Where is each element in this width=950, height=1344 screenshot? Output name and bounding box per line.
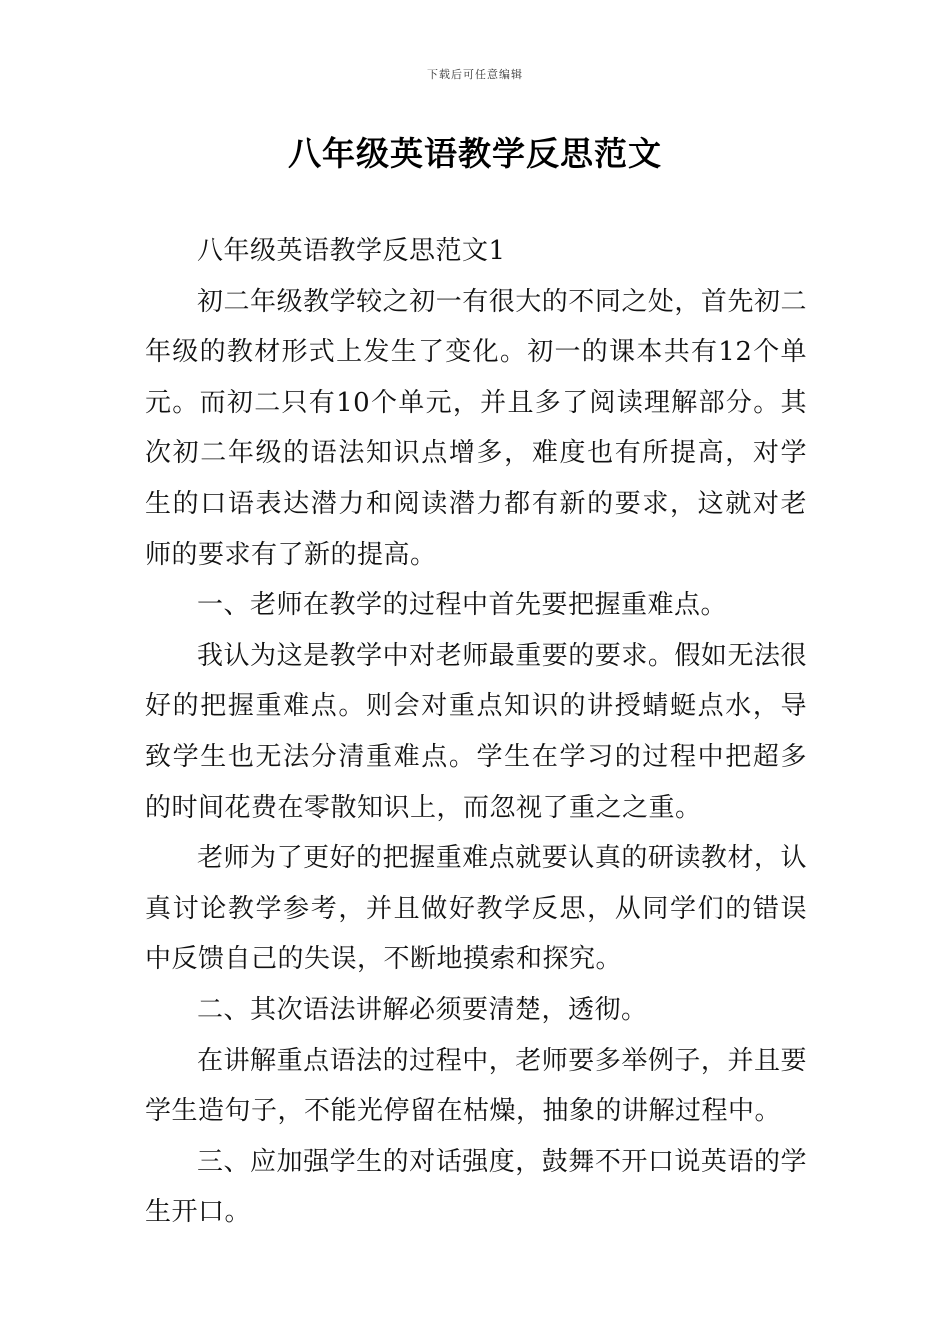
body-paragraph: 初二年级教学较之初一有很大的不同之处，首先初二年级的教材形式上发生了变化。初一的课本共有12个单元。而初二只有10个单元，并且多了阅读理解部分。其次初二年级的语法知识点增多，难度也有所提高，对学生的口语表达潜力和阅读潜力都有新的要求，这就对老师的要求有了新的提高。 — [145, 286, 807, 570]
header-note: 下载后可任意编辑 — [427, 68, 523, 81]
point-heading: 二、其次语法讲解必须要清楚，透彻。 — [197, 994, 648, 1025]
document-title: 八年级英语教学反思范文 — [288, 134, 662, 173]
point-heading: 三、应加强学生的对话强度，鼓舞不开口说英语的学生开口。 — [145, 1146, 807, 1228]
section-heading: 八年级英语教学反思范文1 — [197, 236, 506, 266]
body-paragraph: 老师为了更好的把握重难点就要认真的研读教材，认真讨论教学参考，并且做好教学反思，从同学们的错误中反馈自己的失误，不断地摸索和探究。 — [145, 843, 807, 975]
document-body — [145, 226, 807, 1238]
point-heading: 一、老师在教学的过程中首先要把握重难点。 — [197, 590, 728, 621]
body-paragraph: 在讲解重点语法的过程中，老师要多举例子，并且要学生造句子，不能光停留在枯燥，抽象的讲解过程中。 — [145, 1045, 807, 1127]
body-paragraph: 我认为这是教学中对老师最重要的要求。假如无法很好的把握重难点。则会对重点知识的讲授蜻蜓点水，导致学生也无法分清重难点。学生在学习的过程中把超多的时间花费在零散知识上，而忽视了重之之重。 — [145, 640, 807, 823]
